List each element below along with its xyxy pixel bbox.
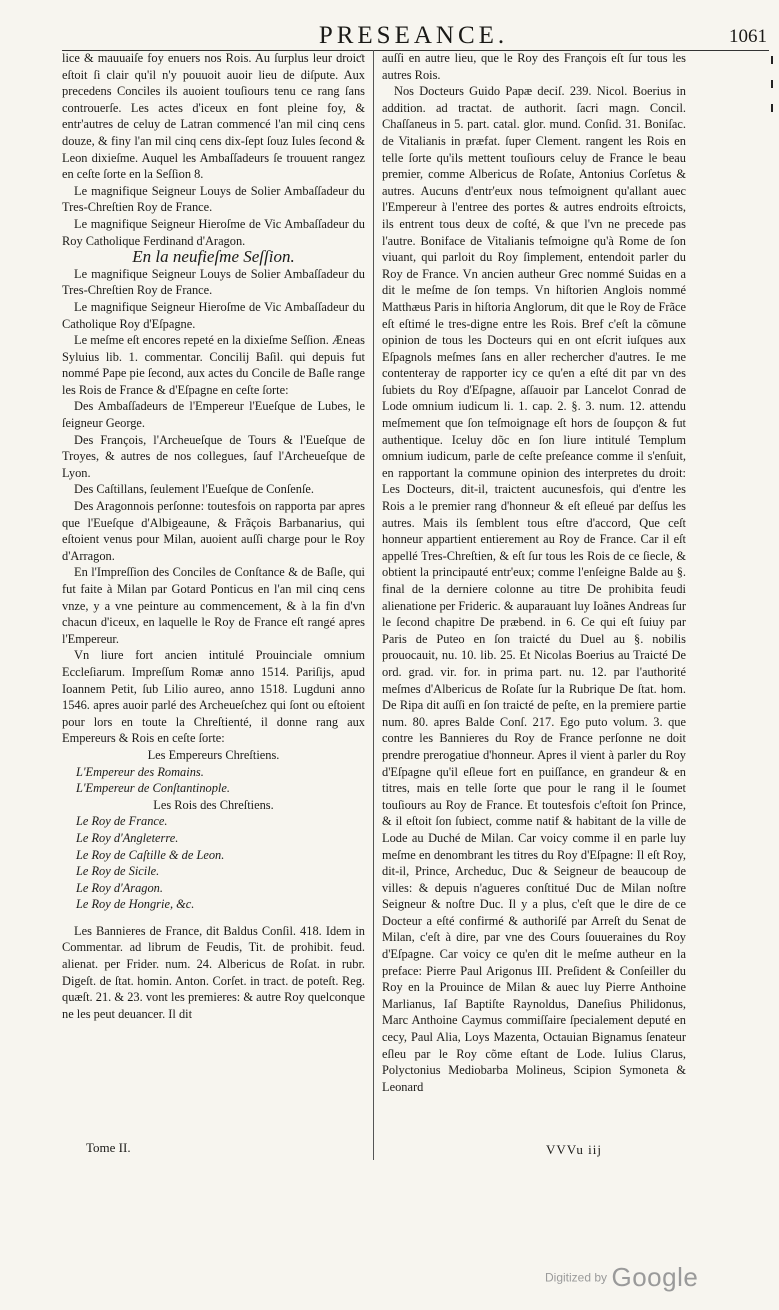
right-paragraph: Nos Docteurs Guido Papæ deciſ. 239. Nicol. Boerius in addition. ad tractat. de authorit. ſacri magn. Concil. Chaſſaneus in 5. part. catal. glor. mund. Conſid. 31. Boniſac. de Vitalianis in præfat. ſuper Clement. rangent les Rois en telle ſorte qu'ils mettent touſiours celuy de France le beau premier, comme Albericus de Roſate, Antonius Corſetus & autres. Aucuns d'entr'eux nous teſmoignent qu'allant auec l'Empereur à l'entree des portes & autres endroits eſtroicts, ils entrent tous deux de coſté, & que l'vn ne precede pas l'autre. Boniface de Vitalianis teſmoigne qu'à Rome de ſon viuant, qui parloit du Roy ſimplement, entendoit parler du Roy de France. Vn ancien autheur Grec nommé Suidas en a dit le meſme de ſon temps. Vn hiſtorien Anglois nommé Matthæus Paris in hiſtoria Anglorum, dit que le Roy de Frãce eſt eſtimé le tres-digne entre les Rois. Bref c'eſt la cõmune opinion de tous les Docteurs qui en ont eſcrit iuſques aux Eſpagnols meſmes ſans en aller rechercher d'autres. Ie me contenteray de rapporter icy ce qu'en a eſté dit par vn des ſubiets du Roy d'Eſpagne, aſſauoir par Lancelot Conrad de Lode omnium iudicum li. 1. cap. 2. §. 3. num. 12. attendu meſmement que ſon teſmoignage eſt hors de ſoupçon & fut authentique. Iceluy dõc en ſon liure intitulé Templum omnium iudicum, parle de ceſte preſeance comme il s'enſuit, en rapportant la commune opinion des interpretes du droit: Les Docteurs, dit-il, traictent aucunesfois, qui d'entre les Rois a le premier rang d'honneur & eſt eſleué par deſſus les autres. Mais ils ſemblent tous eſtre d'accord, Que ceſt honneur appartient entierement au Roy de France. Car il eſt appellé Tres-Chreſtien, & eſt ſur tous les Rois de ce ſiecle, & obtient la principauté entr'eux; comme l'enſeigne Balde au §. final de la derniere colonne au titre De prohibita feudi alienatione per Frideric. & auparauant luy Ioãnes Andreas ſur le ſecond chapitre De præbend. in 6. Ce qui eſt ſuiuy par Paris de Puteo en ſon traicté du Duel au §. nobilis prouocauit, nu. 10. lib. 25. Et Nicolas Boerius au Traicté De ord. grad. vir. for. in prima part. nu. 12. par l'authorité meſmes d'Albericus de Roſate ſur la Rubrique De ſtat. hom. De Ripa dit auſſi en ſon traicté de peſte, en la premiere partie num. 80. apres Balde Conſ. 217. Ego puto volum. 3. que contre les Bannieres du Roy de France perſonne ne doit prendre prerogatiue d'honneur. Apres il vient à parler du Roy d'Eſpagne qu'il eſleue fort en puiſſance, en grandeur & en titres, mais en telle ſorte que pour le rang il le ſoumet touſiours au Roy de France. Et toutesfois c'eſtoit ſon Prince, & il eſtoit ſon ſubiect, comme natif & habitant de la ville de Lode au Duché de Milan. Car voicy comme il en parle luy meſme en denombrant les titres du Roy d'Eſpagne: Il eſt Roy, dit-il, Prince, Archeduc, Duc & Seigneur de beaucoup de villes: & depuis n'agueres conſtitué Duc de Milan noſtre Seigneur & noſtre Duc. Il y a plus, c'eſt que le dire de ce Docteur a eſté confirmé & authoriſé par Arreſt du Senat de Milan, c'eſt à dire, par vne des Cours ſouueraines du Roy d'Eſpagne. Car voicy ce qu'en dit le meſme autheur en la preface: Pierre Paul Arigonus III. Preſident & Conſeiller du Roy en la Prouince de Milan & auec luy Pierre Anthoine Marlianus, Iaſ Baptiſte Raynoldus, Daneſius Philidonus, Marc Anthoine Caymus commiſſaire ſpecialement deputé en cecy, Paul Alia, Loys Mazenta, Octauian Bignamus ſenateur eſleu par le Roy cõme eſtant de Lode. Iulius Clarus, Polyctonius Mediobarba Molineus, Scipion Symoneta & Leonard	[382, 84, 686, 1094]
emperors-heading: Les Empereurs Chreſtiens.	[147, 747, 280, 762]
left-paragraph: Le meſme eſt encores repeté en la dixieſme Seſſion. Æneas Syluius lib. 1. commentar. Concilij Baſil. qui depuis fut nommé Pape pie ſecond, aux actes du Concile de Baſle range les Rois de France & d'Eſpagne en ceſte ſorte:	[62, 333, 365, 397]
king-entry: Le Roy de France.	[76, 814, 168, 829]
kings-heading: Les Rois des Chreſtiens.	[153, 797, 274, 812]
page-number: 1061	[729, 26, 767, 47]
emperor-entry: L'Empereur des Romains.	[76, 764, 204, 779]
left-paragraph: Vn liure fort ancien intitulé Prouinciale omnium Eccleſiarum. Impreſſum Romæ anno 1514. Pariſijs, apud Ioannem Petit, ſub Lilio aureo, anno 1518. Lugduni anno 1546. apres auoir parlé des Archeueſchez qui ſont ou eſtoient pour lors en toute la Chreſtienté, il donne rang aux Empereurs & Rois en ceſte ſorte:	[62, 648, 365, 746]
tome-label: Tome II.	[86, 1140, 131, 1155]
left-paragraph: Des Ambaſſadeurs de l'Empereur l'Eueſque de Lubes, le ſeigneur George.	[62, 399, 365, 431]
emperor-entry: L'Empereur de Conſtantinople.	[76, 781, 230, 796]
left-paragraph: Le magnifique Seigneur Louys de Solier Ambaſſadeur du Tres-Chreſtien Roy de France.	[62, 183, 365, 215]
column-divider	[373, 50, 374, 1160]
watermark-brand: Google	[611, 1262, 699, 1292]
king-entry: Le Roy de Caſtille & de Leon.	[76, 847, 225, 862]
king-entry: Le Roy d'Aragon.	[76, 880, 163, 895]
running-title: PRESEANCE.	[318, 22, 509, 49]
watermark-prefix: Digitized by	[545, 1270, 608, 1285]
google-watermark	[545, 1262, 698, 1293]
left-paragraph: En l'Impreſſion des Conciles de Conſtance & de Baſle, qui fut faite à Milan par Gotard Ponticus en l'an mil cinq cens vnze, y a vne peinture au commencement, & à la fin d'vn chacun d'iceux, en laquelle le Roy de France eſt rangé apres l'Empereur.	[62, 565, 365, 646]
left-paragraph: Le magnifique Seigneur Hieroſme de Vic Ambaſſadeur du Catholique Roy d'Eſpagne.	[62, 299, 365, 331]
left-paragraph: Le magnifique Seigneur Louys de Solier Ambaſſadeur du Tres-Chreſtien Roy de France.	[62, 266, 365, 298]
left-paragraph: Des Caſtillans, ſeulement l'Eueſque de Conſenſe.	[74, 482, 315, 497]
left-paragraph: Le magnifique Seigneur Hieroſme de Vic Ambaſſadeur du Roy Catholique Ferdinand d'Aragon.	[62, 216, 365, 248]
king-entry: Le Roy de Hongrie, &c.	[76, 897, 195, 912]
left-paragraph: Des Aragonnois perſonne: toutesfois on rapporta par apres que l'Eueſque d'Albigeaune, & Frãçois Barbanarius, qui eſtoient venus pour Milan, auoient auſſi charge pour le Roy d'Arragon.	[62, 499, 365, 563]
signature-mark: VVVu iij	[546, 1142, 602, 1157]
page-header	[60, 22, 767, 52]
king-entry: Le Roy d'Angleterre.	[76, 830, 179, 845]
left-paragraph: lice & mauuaiſe foy enuers nos Rois. Au ſurplus leur droiƈt eſtoit ſi clair qu'il n'y pouuoit auoir lieu de diſpute. Aux precedens Conciles ils auoient touſiours tenu ce rang ſans controuerſe. Les actes d'iceux en font pleine foy, & entr'autres de celuy de Latran commencé l'an mil cinq cens douze, & finy l'an mil cinq cens dix-ſept ſouz Iules ſecond & Leon dixieſme. Auquel les Ambaſſadeurs ſe trouuent rangez en ceſte ſorte en la Seſſion 8.	[62, 51, 365, 182]
king-entry: Le Roy de Sicile.	[76, 864, 160, 879]
left-paragraph: Les Bannieres de France, dit Baldus Conſil. 418. Idem in Commentar. ad librum de Feudis, Tit. de prohibit. feud. alienat. per Frider. num. 24. Albericus de Roſat. in rubr. Digeſt. de ſtat. homin. Anton. Corſet. in tract. de poteſt. Reg. quæſt. 21. & 23. vont les premieres: & autre Roy quelconque ne les peut deuancer. Il dit	[62, 923, 365, 1021]
right-column	[382, 50, 686, 1095]
left-column	[62, 50, 365, 1022]
right-paragraph: auſſi en autre lieu, que le Roy des François eſt ſur tous les autres Rois.	[382, 51, 686, 82]
left-paragraph: Des François, l'Archeueſque de Tours & l'Eueſque de Troyes, & autres de nos collegues, ſauf l'Archeueſque de Lyon.	[62, 432, 365, 480]
page-edge-marks	[771, 40, 777, 128]
section-heading: En la neufieſme Seſſion.	[132, 247, 295, 267]
